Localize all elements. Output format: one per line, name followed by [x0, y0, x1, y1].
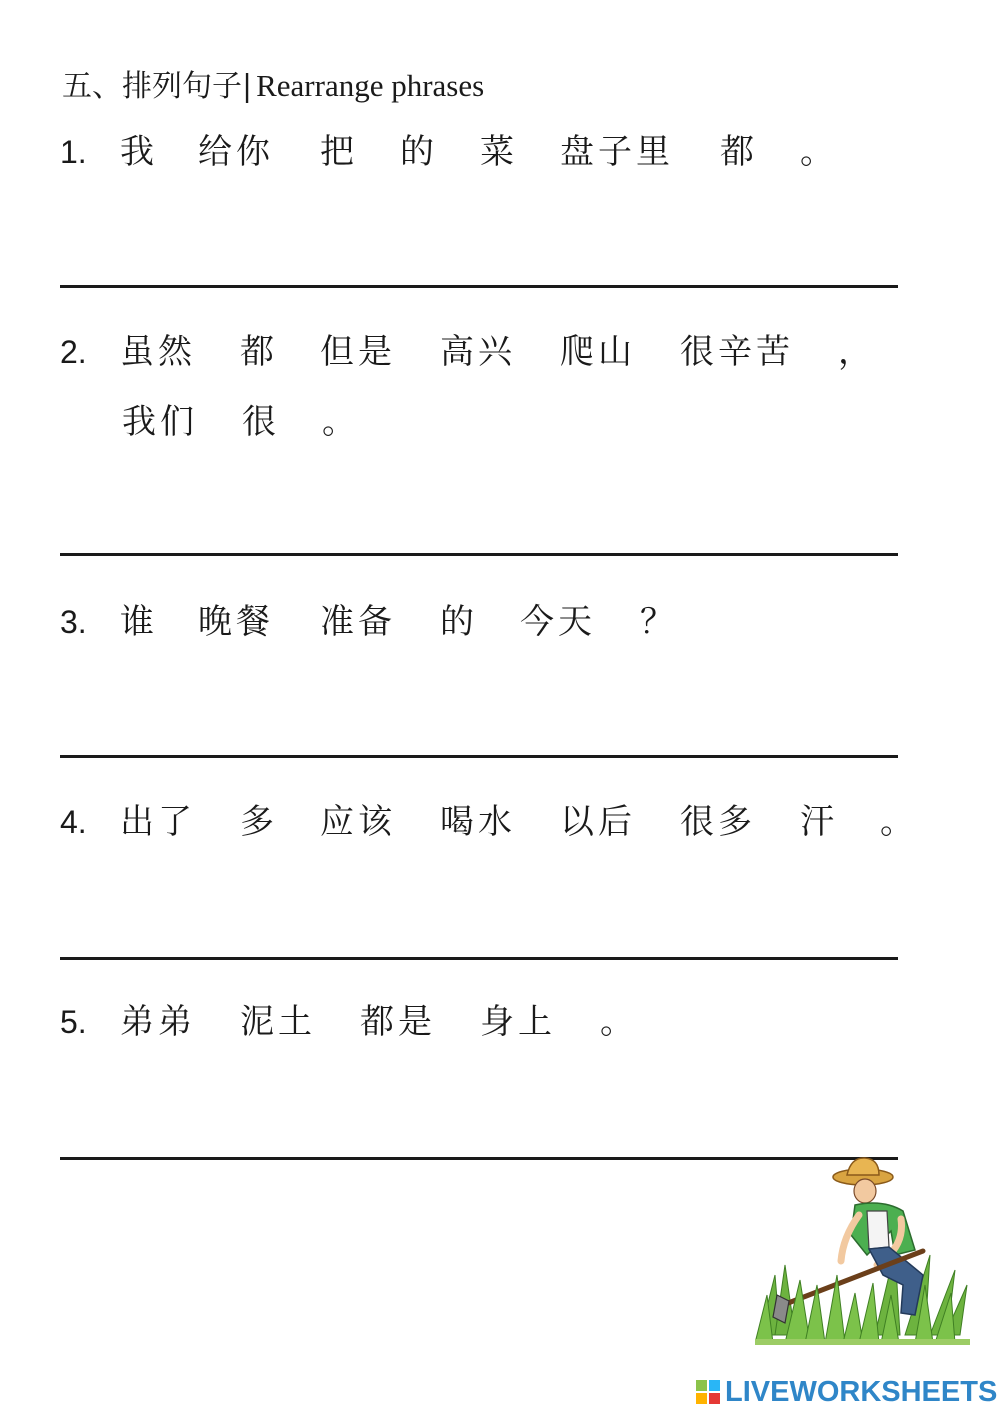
phrase-card[interactable]: 盘子里 — [560, 132, 674, 172]
section-header — [62, 66, 484, 107]
section-title: 五、排列句子| — [62, 69, 253, 104]
phrase-card[interactable]: 。 — [800, 132, 838, 172]
answer-line-4[interactable] — [60, 957, 898, 960]
phrase-card[interactable]: 。 — [600, 1002, 638, 1042]
question-number: 2. — [60, 334, 87, 370]
phrase-card[interactable]: 都 — [240, 332, 278, 372]
phrase-card[interactable]: 虽然 — [120, 332, 196, 372]
phrase-card[interactable]: 准备 — [320, 602, 396, 642]
answer-line-3[interactable] — [60, 755, 898, 758]
phrase-card[interactable]: 汗 — [800, 802, 838, 842]
farmer-hoeing-grass-icon — [755, 1155, 970, 1345]
phrase-card[interactable]: 出了 — [120, 802, 196, 842]
phrase-card[interactable]: 但是 — [320, 332, 396, 372]
phrase-card[interactable]: 多 — [240, 802, 278, 842]
liveworksheets-logo — [695, 1375, 997, 1409]
answer-line-1[interactable] — [60, 285, 898, 288]
question-number: 5. — [60, 1004, 87, 1040]
phrase-card[interactable]: 喝水 — [440, 802, 516, 842]
answer-line-2[interactable] — [60, 553, 898, 556]
liveworksheets-logo-text: LIVEWORKSHEETS — [725, 1375, 998, 1408]
phrase-card[interactable]: 弟弟 — [120, 1002, 196, 1042]
phrase-card[interactable]: 高兴 — [440, 332, 516, 372]
phrase-card[interactable]: 以后 — [560, 802, 636, 842]
phrase-card[interactable]: 的 — [440, 602, 478, 642]
phrase-card[interactable]: 应该 — [320, 802, 396, 842]
question-number: 1. — [60, 134, 87, 170]
phrase-card[interactable]: ？ — [640, 602, 678, 642]
phrase-card[interactable]: 把 — [320, 132, 358, 172]
question-number: 3. — [60, 604, 87, 640]
phrase-card[interactable]: 很多 — [680, 802, 756, 842]
phrase-card[interactable]: 都 — [720, 132, 758, 172]
question-number: 4. — [60, 804, 87, 840]
phrase-card[interactable]: 泥土 — [240, 1002, 316, 1042]
phrase-card[interactable]: 。 — [880, 802, 918, 842]
phrase-card[interactable]: 我们 — [122, 402, 198, 442]
phrase-card[interactable]: 的 — [400, 132, 438, 172]
phrase-card[interactable]: 谁 — [120, 602, 158, 642]
phrase-card[interactable]: 。 — [322, 402, 360, 442]
phrase-card[interactable]: 给你 — [198, 132, 274, 172]
phrase-card[interactable]: 爬山 — [560, 332, 636, 372]
phrase-card[interactable]: 都是 — [360, 1002, 436, 1042]
phrase-card[interactable]: 很辛苦 — [680, 332, 794, 372]
liveworksheets-logo-icon — [695, 1379, 721, 1405]
phrase-card[interactable]: 很 — [242, 402, 280, 442]
phrase-card[interactable]: ， — [838, 332, 876, 372]
phrase-card[interactable]: 我 — [120, 132, 158, 172]
phrase-card[interactable]: 菜 — [480, 132, 518, 172]
section-subtitle: Rearrange phrases — [256, 68, 485, 103]
phrase-card[interactable]: 今天 — [520, 602, 596, 642]
phrase-card[interactable]: 身上 — [480, 1002, 556, 1042]
phrase-card[interactable]: 晚餐 — [198, 602, 274, 642]
